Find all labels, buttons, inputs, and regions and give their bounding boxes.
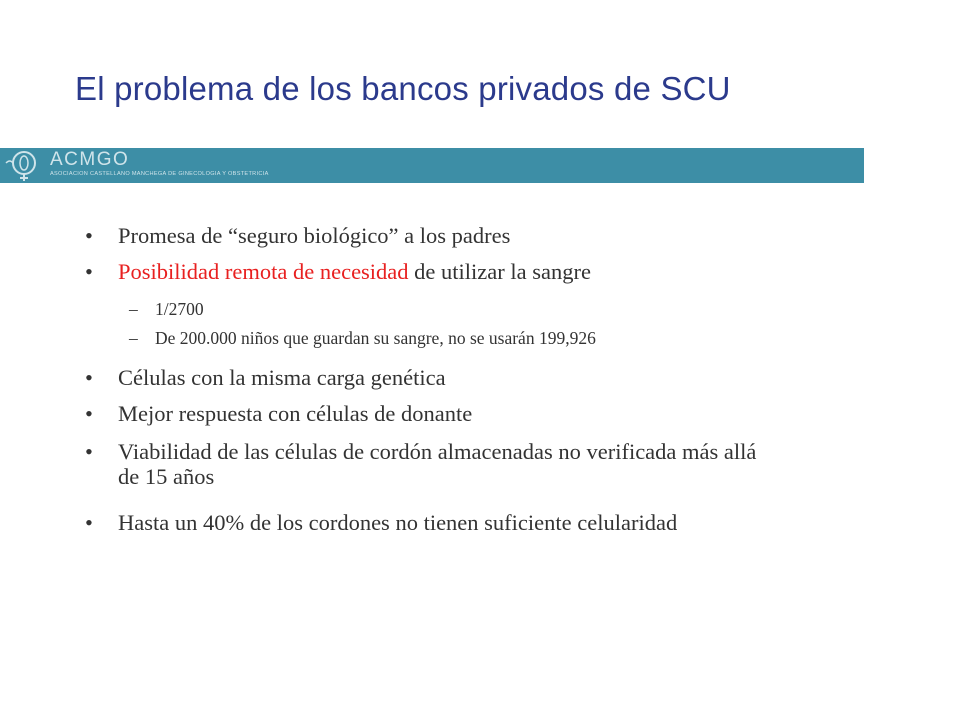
sub-bullet-item: – De 200.000 niños que guardan su sangre, no se usarán 199,926 [155,329,596,348]
bullet-item: • Células con la misma carga genética [118,366,446,391]
bullet-item [118,260,591,285]
bullet-item: • Viabilidad de las células de cordón almacenadas no verificada más allá de 15 años [118,440,778,490]
bullet-item: • Mejor respuesta con células de donante [118,402,472,427]
bullet-rest: de utilizar la sangre [408,259,591,284]
slide-title: El problema de los bancos privados de SCU [75,70,731,107]
bullet-item: • Hasta un 40% de los cordones no tienen suficiente celularidad [118,511,778,536]
logo-subtitle: ASOCIACION CASTELLANO MANCHEGA DE GINECOLOGIA Y OBSTETRICIA [50,171,269,177]
sub-bullet-item: – 1/2700 [155,300,204,319]
logo-name: ACMGO [50,149,130,170]
bullet-highlight: Posibilidad remota de necesidad [118,259,409,284]
bullet-item: • Promesa de “seguro biológico” a los padres [118,224,510,249]
